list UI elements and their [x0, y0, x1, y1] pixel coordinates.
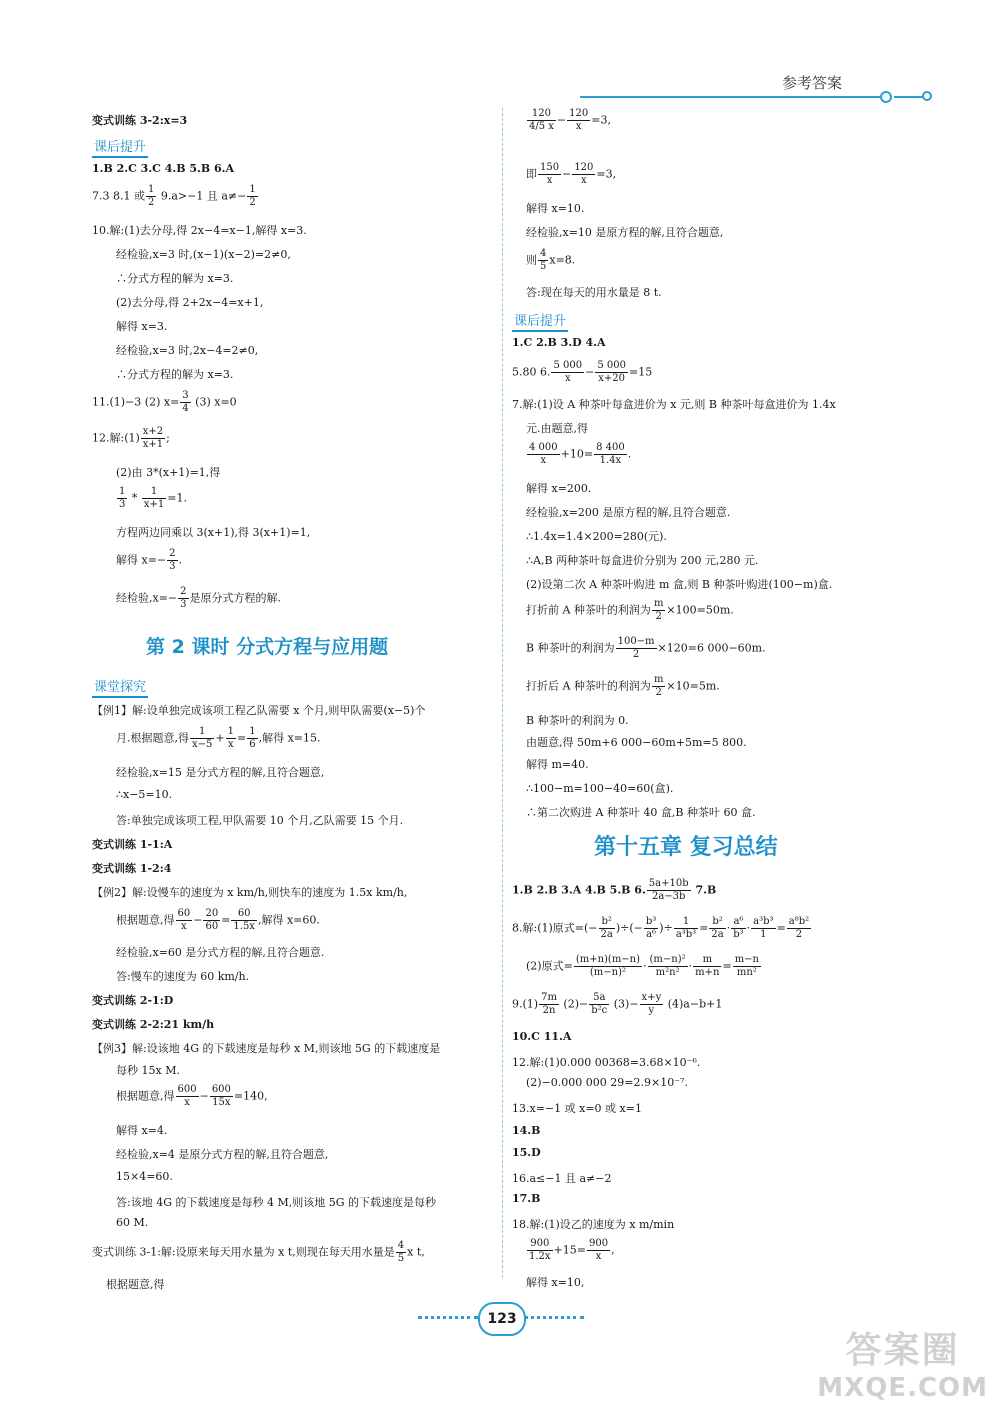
watermark-top: 答案圈	[845, 1330, 960, 1371]
answers-r-5-6: 5.80 6. $\frac{5 000}{x}$ − $\frac{5 000}{x+20}$ =15	[512, 360, 653, 384]
example-1-line2: 月.根据题意,得 $\frac{1}{x-5}$ + $\frac{1}{x}$ = $\frac{1}{6}$ ,解得 x=15.	[116, 726, 321, 750]
variant-3-1-line2: 根据题意,得	[106, 1278, 165, 1291]
review-answer-12-line2: (2)−0.000 000 29=2.9×10⁻⁷.	[526, 1076, 688, 1089]
review-answer-9: 9.(1) $\frac{7m}{2n}$ (2)− $\frac{5a}{\text{b²c}}$ (3)− $\frac{x+y}{y}$ (4)a−b+1	[512, 992, 723, 1016]
eq-water-line2: 即 $\frac{150}{x}$ − $\frac{120}{x}$ =3,	[526, 162, 617, 186]
header-label: 参考答案	[782, 74, 843, 92]
answer-7-line8: (2)设第二次 A 种茶叶购进 m 盒,则 B 种茶叶购进(100−m)盒.	[526, 578, 833, 591]
watermark-bottom: MXQE.COM	[817, 1373, 988, 1403]
example-1-line1: 【例1】解:设单独完成该项工程乙队需要 x 个月,则甲队需要(x−5)个	[92, 704, 426, 717]
example-3-line6: 15×4=60.	[116, 1170, 173, 1183]
header-circle-right	[922, 91, 932, 101]
answer-10-line2: 经检验,x=3 时,(x−1)(x−2)=2≠0,	[116, 248, 291, 261]
section-after-class: 课后提升	[92, 140, 148, 158]
answer-7-line14: 解得 m=40.	[526, 758, 589, 771]
answer-11: 11.(1)−3 (2) x= $\frac{3}{4}$ (3) x=0	[92, 390, 237, 414]
variant-1-1: 变式训练 1-1:A	[92, 838, 173, 851]
review-answer-8-part2: (2)原式= $\frac{(m+n)(m-n)}{\text{(m−n)²}}$ · $\frac{\text{(m−n)²}}{\text{m²n²}}$ · $\frac{m}{m+n}$ = $\frac{m-n}{\text{mn²}}$	[526, 954, 759, 978]
review-answer-18-line1: 18.解:(1)设乙的速度为 x m/min	[512, 1218, 675, 1231]
answer-7-line7: ∴A,B 两种茶叶每盒进价分别为 200 元,280 元.	[526, 554, 759, 567]
answer-12-line1: 12.解:(1) $\frac{x+2}{x+1}$ ;	[92, 426, 170, 450]
answer-7-line3: $\frac{4 000}{x}$ +10= $\frac{8 400}{1.4x}$ .	[529, 442, 632, 466]
eq-water-line6: 答:现在每天的用水量是 8 t.	[526, 286, 662, 299]
example-3-line3: 根据题意,得 $\frac{600}{x}$ − $\frac{600}{15x}$ =140,	[116, 1084, 268, 1108]
page-number: 123	[478, 1302, 526, 1336]
variant-3-2: 变式训练 3-2:x=3	[92, 114, 188, 127]
answers-1-6: 1.B 2.C 3.C 4.B 5.B 6.A	[92, 162, 234, 175]
eq-water-line5: 则 $\frac{4}{5}$ x=8.	[526, 248, 576, 272]
variant-2-2: 变式训练 2-2:21 km/h	[92, 1018, 215, 1031]
review-answers-10-11: 10.C 11.A	[512, 1030, 572, 1043]
example-2-line4: 答:慢车的速度为 60 km/h.	[116, 970, 250, 983]
review-answer-18-line2: $\frac{900}{1.2x}$ +15= $\frac{900}{x}$ ,	[529, 1238, 615, 1262]
answers-7-9: 7.3 8.1 或 $\frac{1}{2}$ 9.a>−1 且 a≠− $\frac{1}{2}$	[92, 184, 256, 208]
answer-7-line2: 元.由题意,得	[526, 422, 588, 435]
example-3-line4: 解得 x=4.	[116, 1124, 168, 1137]
example-2-line3: 经检验,x=60 是分式方程的解,且符合题意.	[116, 946, 325, 959]
answer-7-line13: 由题意,得 50m+6 000−60m+5m=5 800.	[526, 736, 747, 749]
answer-7-line6: ∴1.4x=1.4×200=280(元).	[526, 530, 667, 543]
chapter-15-title: 第十五章 复习总结	[594, 835, 778, 860]
page-dots-right	[524, 1316, 584, 1319]
eq-water-line3: 解得 x=10.	[526, 202, 585, 215]
eq-water-line1: $\frac{120}{4/5 x}$ − $\frac{120}{x}$ =3,	[529, 108, 611, 132]
variant-1-2: 变式训练 1-2:4	[92, 862, 172, 875]
page-dots-left	[418, 1316, 478, 1319]
answer-12-line3: $\frac{1}{3}$ * $\frac{1}{x+1}$ =1.	[119, 486, 187, 510]
answer-7-line1: 7.解:(1)设 A 种茶叶每盒进价为 x 元,则 B 种茶叶每盒进价为 1.4x	[512, 398, 836, 411]
variant-3-1-line1: 变式训练 3-1:解:设原来每天用水量为 x t,则现在每天用水量是 $\frac{4}{5}$ x t,	[92, 1240, 425, 1264]
example-1-line4: ∴x−5=10.	[116, 788, 173, 801]
example-3-line1: 【例3】解:设该地 4G 的下载速度是每秒 x M,则该地 5G 的下载速度是	[92, 1042, 441, 1055]
answer-7-line11: 打折后 A 种茶叶的利润为 $\frac{m}{2}$ ×10=5m.	[526, 674, 720, 698]
eq-water-line4: 经检验,x=10 是原方程的解,且符合题意,	[526, 226, 724, 239]
review-answer-12-line1: 12.解:(1)0.000 00368=3.68×10⁻⁶.	[512, 1056, 701, 1069]
answers-r-1-4: 1.C 2.B 3.D 4.A	[512, 336, 606, 349]
answer-7-line15: ∴100−m=100−40=60(盒).	[526, 782, 674, 795]
example-3-line7: 答:该地 4G 的下载速度是每秒 4 M,则该地 5G 的下载速度是每秒	[116, 1196, 437, 1209]
answer-7-line12: B 种茶叶的利润为 0.	[526, 714, 629, 727]
example-2-line2: 根据题意,得 $\frac{60}{x}$ − $\frac{20}{60}$ = $\frac{60}{1.5x}$ ,解得 x=60.	[116, 908, 320, 932]
answer-7-line16: ∴第二次购进 A 种茶叶 40 盒,B 种茶叶 60 盒.	[526, 806, 756, 819]
answer-7-line4: 解得 x=200.	[526, 482, 592, 495]
review-answer-15: 15.D	[512, 1146, 541, 1159]
header-circle-left	[880, 91, 892, 103]
lesson-2-title: 第 2 课时 分式方程与应用题	[146, 636, 389, 658]
review-answer-16: 16.a≤−1 且 a≠−2	[512, 1172, 612, 1185]
answer-12-line5: 解得 x=− $\frac{2}{3}$ .	[116, 548, 183, 572]
answer-7-line9: 打折前 A 种茶叶的利润为 $\frac{m}{2}$ ×100=50m.	[526, 598, 734, 622]
example-2-line1: 【例2】解:设慢车的速度为 x km/h,则快车的速度为 1.5x km/h,	[92, 886, 408, 899]
review-answer-8-part1: 8.解:(1)原式=(− $\frac{\text{b²}}{2a}$ )÷(− $\frac{\text{b³}}{\text{a⁶}}$ )÷ $\frac{1}{\text{a³b³}}$ = $\frac{\text{b²}}{2a}$ · $\frac{\text{a⁶}}{\text{b³}}$ · $\frac{\text{a³b³}}{1}$ = $\frac{\text{a⁸b²}}{2}$	[512, 916, 810, 940]
review-answer-13: 13.x=−1 或 x=0 或 x=1	[512, 1102, 642, 1115]
example-3-line2: 每秒 15x M.	[116, 1064, 180, 1077]
answer-7-line10: B 种茶叶的利润为 $\frac{100-m}{2}$ ×120=6 000−60m.	[526, 636, 766, 660]
example-3-line8: 60 M.	[116, 1216, 149, 1229]
review-answers-1-7: 1.B 2.B 3.A 4.B 5.B 6. $\frac{5a+10b}{2a-3b}$ 7.B	[512, 878, 717, 902]
answer-10-line7: ∴分式方程的解为 x=3.	[116, 368, 234, 381]
review-answer-17: 17.B	[512, 1192, 541, 1205]
column-divider	[502, 108, 503, 1278]
example-1-line5: 答:单独完成该项工程,甲队需要 10 个月,乙队需要 15 个月.	[116, 814, 404, 827]
section-class-explore: 课堂探究	[92, 680, 148, 698]
answer-10-line5: 解得 x=3.	[116, 320, 168, 333]
example-3-line5: 经检验,x=4 是原分式方程的解,且符合题意,	[116, 1148, 329, 1161]
watermark	[817, 1322, 988, 1403]
review-answer-14: 14.B	[512, 1124, 541, 1137]
variant-2-1: 变式训练 2-1:D	[92, 994, 174, 1007]
answer-10-line1: 10.解:(1)去分母,得 2x−4=x−1,解得 x=3.	[92, 224, 307, 237]
header-rule	[580, 96, 880, 98]
review-answer-18-line3: 解得 x=10,	[526, 1276, 585, 1289]
answer-10-line3: ∴分式方程的解为 x=3.	[116, 272, 234, 285]
section-after-class-2: 课后提升	[512, 314, 568, 332]
answer-7-line5: 经检验,x=200 是原方程的解,且符合题意.	[526, 506, 731, 519]
answer-12-line2: (2)由 3*(x+1)=1,得	[116, 466, 221, 479]
answer-10-line4: (2)去分母,得 2+2x−4=x+1,	[116, 296, 264, 309]
answer-12-line4: 方程两边同乘以 3(x+1),得 3(x+1)=1,	[116, 526, 311, 539]
example-1-line3: 经检验,x=15 是分式方程的解,且符合题意,	[116, 766, 325, 779]
answer-12-line6: 经检验,x=− $\frac{2}{3}$ 是原分式方程的解.	[116, 586, 282, 610]
answer-10-line6: 经检验,x=3 时,2x−4=2≠0,	[116, 344, 259, 357]
